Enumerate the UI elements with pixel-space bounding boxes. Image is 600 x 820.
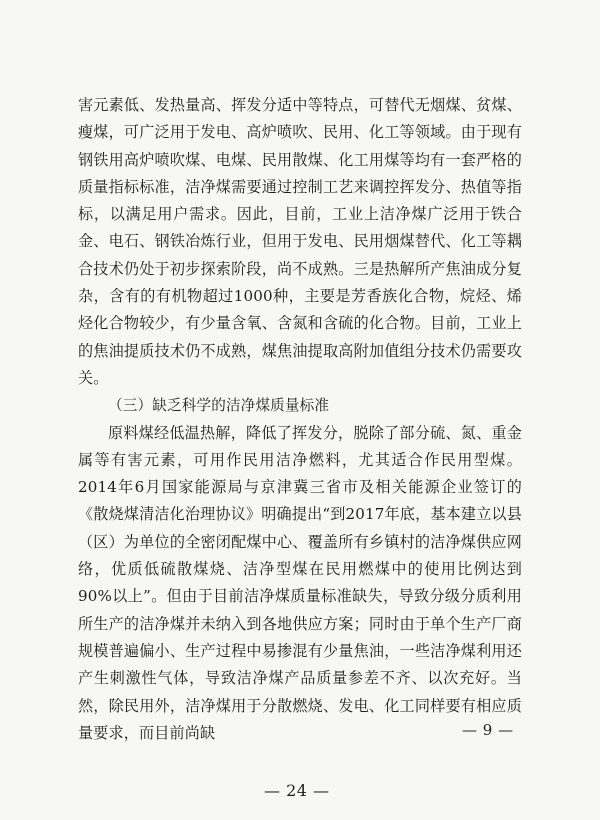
paragraph-continued: 害元素低、发热量高、挥发分适中等特点，可替代无烟煤、贫煤、瘦煤，可广泛用于发电、高炉喷吹、民用、化工等领域。由于现有钢铁用高炉喷吹煤、电煤、民用散煤、化工用煤等均有一套严格的质量指标标准，洁净煤需要通过控制工艺来调控挥发分、热值等指标，以满足用户需求。因此，目前，工业上洁净煤广泛用于铁合金、电石、钢铁冶炼行业，但用于发电、民用烟煤替代、化工等耦合技术仍处于初步探索阶段，尚不成熟。三是热解所产焦油成分复杂，含有的有机物超过1000种，主要是芳香族化合物，烷烃、烯烃化合物较少，有少量含氧、含氮和含硫的化合物。目前，工业上的焦油提质技术仍不成熟，煤焦油提取高附加值组分技术仍需要攻关。 xyxy=(78,96,522,387)
document-body xyxy=(78,92,522,747)
section-subheading: （三）缺乏科学的洁净煤质量标准 xyxy=(108,397,330,415)
outer-page-number: — 24 — xyxy=(264,781,330,800)
paragraph-standards: 原料煤经低温热解，降低了挥发分，脱除了部分硫、氮、重金属等有害元素，可用作民用洁净燃料，尤其适合作民用型煤。2014年6月国家能源局与京津冀三省市及相关能源企业签订的《散烧煤清洁化治理协议》明确提出“到2017年底，基本建立以县（区）为单位的全密闭配煤中心、覆盖所有乡镇村的洁净煤供应网络，优质低硫散煤烧、洁净型煤在民用燃煤中的使用比例达到90%以上”。但由于目前洁净煤质量标准缺失，导致分级分质利用所生产的洁净煤并未纳入到各地供应方案；同时由于单个生产厂商规模普遍偏小、生产过程中易掺混有少量焦油，一些洁净煤利用还产生刺激性气体，导致洁净煤产品质量参差不齐、以次充好。当然，除民用外，洁净煤用于分散燃烧、发电、化工同样要有相应质量要求，而目前尚缺 xyxy=(78,423,522,742)
inner-page-number: — 9 — xyxy=(462,721,514,739)
